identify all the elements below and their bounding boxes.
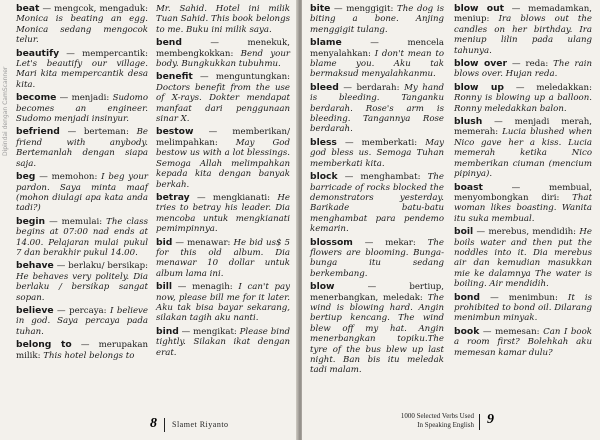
entry-definition: — berteman: xyxy=(59,127,137,138)
entry-headword: blow xyxy=(310,281,335,293)
entry-definition: — mengkianati: xyxy=(189,192,278,203)
dictionary-entry xyxy=(156,72,290,124)
entry-definition: — mencela menyalahkan: xyxy=(310,38,444,59)
entry-headword: believe xyxy=(16,304,54,316)
right-page-column-1 xyxy=(310,4,444,379)
entry-headword: bond xyxy=(454,291,481,303)
entry-definition: — memesan: xyxy=(479,326,544,337)
entry-headword: blossom xyxy=(310,236,353,248)
dictionary-entry xyxy=(16,261,148,303)
dictionary-entry xyxy=(156,282,290,324)
entry-example: Ronny is blowing up a balloon. Ronny meledakkan balon. xyxy=(454,93,592,114)
entry-definition: — memberkati: xyxy=(336,137,426,148)
running-footer-title-line-2: In Speaking English xyxy=(417,421,474,429)
dictionary-entry xyxy=(310,138,444,169)
entry-headword: begin xyxy=(16,215,46,227)
entry-definition: — menagih: xyxy=(172,282,239,293)
dictionary-entry xyxy=(454,183,592,225)
dictionary-entry xyxy=(454,83,592,114)
entry-definition: — merebus, mendidih: xyxy=(473,227,580,238)
running-footer-title-line-1: 1000 Selected Verbs Used xyxy=(400,412,474,420)
entry-example: It is prohibited to bond oil. Dilarang menimbun minyak. xyxy=(454,292,592,324)
entry-example: Lucia blushed when Nico gave her a kiss. Lucia memerah ketika Nico memberikan ciuman (mencium pipinya). xyxy=(454,127,592,180)
entry-headword: benefit xyxy=(156,71,193,83)
scanner-watermark: Dipindai dengan CamScanner xyxy=(2,66,9,156)
entry-definition: — membual, menyombongkan diri: xyxy=(454,182,592,203)
footer-divider xyxy=(164,418,165,432)
entry-definition: — memohon: xyxy=(35,172,102,183)
entry-definition: — menekuk, membengkokkan: xyxy=(156,38,290,59)
entry-definition: — meledakkan: xyxy=(503,82,592,93)
entry-headword: beat xyxy=(16,3,40,14)
entry-example: Mr. Sahid. Hotel ini milik Tuan Sahid. This book belongs to me. Buku ini milik saya. xyxy=(156,4,290,35)
footer-divider xyxy=(479,414,480,430)
dictionary-entry xyxy=(156,4,290,35)
entry-example: That woman likes boasting. Wanita itu suka membual. xyxy=(454,192,592,224)
entry-example: Doctors benefit from the use of X-rays. Dokter mendapat manfaat dari penggunaan sinar X. xyxy=(156,82,290,125)
entry-definition: — reda: xyxy=(507,59,554,70)
right-page xyxy=(302,0,600,440)
page-number: 8 xyxy=(150,416,157,431)
entry-definition: — memberikan/ melimpahkan: xyxy=(156,127,290,148)
entry-definition: — merupakan milik: xyxy=(16,340,148,361)
dictionary-entry xyxy=(454,4,592,56)
entry-example: I don't mean to blame you. Aku tak bermaksud menyalahkanmu. xyxy=(310,48,444,80)
entry-example: Ira blows out the candles on her birthday. Ira meniup lilin pada ulang tahunya. xyxy=(454,14,592,56)
entry-example: The wind is blowing hard. Angin bertiup kencang. The wind blew off my hat. Angin menerbangkan topiku.The tyre of the bus blew up last night. Ban bis itu meledak tadi malam. xyxy=(310,292,444,376)
dictionary-entry xyxy=(16,217,148,259)
entry-example: The rain blows over. Hujan reda. xyxy=(454,59,592,80)
entry-definition: — bertiup, menerbangkan, meledak: xyxy=(310,282,444,303)
entry-headword: blame xyxy=(310,37,342,49)
entry-headword: bind xyxy=(156,325,179,337)
entry-definition: — menggigit: xyxy=(330,4,398,14)
entry-example: Can I book a room first? Bolehkah aku memesan kamar dulu? xyxy=(454,326,592,358)
dictionary-entry xyxy=(454,59,592,80)
entry-definition: — menjadi: xyxy=(56,93,113,104)
left-page-column-1 xyxy=(16,4,148,364)
entry-headword: boast xyxy=(454,181,483,193)
entry-example: The flowers are blooming. Bunga-bunga itu sedang berkembang. xyxy=(310,237,444,279)
dictionary-entry xyxy=(156,238,290,280)
entry-headword: bill xyxy=(156,281,173,293)
entry-definition: — memulai: xyxy=(45,216,107,227)
entry-headword: boil xyxy=(454,226,474,238)
entry-definition: — menimbun: xyxy=(480,292,568,303)
entry-headword: blow over xyxy=(454,58,508,70)
entry-headword: bend xyxy=(156,37,182,49)
entry-example: I believe in god. Saya percaya pada tuhan. xyxy=(16,305,148,337)
right-page-column-2 xyxy=(454,4,592,361)
dictionary-entry xyxy=(454,227,592,289)
dictionary-entry xyxy=(156,127,290,189)
dictionary-entry xyxy=(16,4,148,46)
entry-definition: — menghambat: xyxy=(337,172,428,183)
entry-example: My hand is bleeding. Tanganku berdarah. Rose's arm is bleeding. Tangannya Rose berdarah. xyxy=(310,82,444,135)
entry-definition: — memadamkan, meniup: xyxy=(454,4,592,25)
dictionary-entry xyxy=(16,49,148,91)
entry-definition: — menjadi merah, memerah: xyxy=(454,117,592,138)
dictionary-entry xyxy=(156,327,290,358)
entry-example: The dog is biting a bone. Anjing menggigit tulang. xyxy=(310,4,444,35)
entry-example: He boils water and then put the noddles into it. Dia merebus air dan kemudian masukkan mie ke dalamnya The water is boiling. Air mendidih. xyxy=(454,227,592,290)
entry-example: Be friend with anybody. Bertemanlah dengan siapa saja. xyxy=(16,127,148,169)
entry-definition: — mengikat: xyxy=(178,326,240,337)
entry-headword: book xyxy=(454,325,480,337)
dictionary-entry xyxy=(454,117,592,179)
entry-example: He behaves very politely. Dia berlaku / bersikap sangat sopan. xyxy=(16,271,148,303)
page-number: 9 xyxy=(487,412,494,427)
entry-definition: — percaya: xyxy=(53,305,111,316)
dictionary-entry xyxy=(16,306,148,337)
entry-headword: belong to xyxy=(16,339,72,351)
entry-definition: — berlaku/ bersikap: xyxy=(53,261,148,272)
entry-headword: block xyxy=(310,171,338,183)
entry-headword: behave xyxy=(16,260,54,272)
entry-headword: bless xyxy=(310,136,337,148)
entry-example: Please bind tightly. Silakan ikat dengan erat. xyxy=(156,326,290,358)
entry-headword: bid xyxy=(156,236,173,248)
entry-headword: blow up xyxy=(454,81,504,93)
left-page-column-2 xyxy=(156,4,290,361)
entry-example: I can't pay now, please bill me for it later. Aku tak bisa bayar sekarang, silakan tagih aku nanti. xyxy=(156,282,290,324)
dictionary-entry xyxy=(16,127,148,169)
entry-definition: — mengcok, mengaduk: xyxy=(39,4,148,14)
running-footer-author: Slamet Riyanto xyxy=(172,420,229,429)
entry-example: This hotel belongs to xyxy=(43,350,135,361)
dictionary-entry xyxy=(16,93,148,124)
entry-example: May god bless us. Semoga Tuhan memberkati kita. xyxy=(310,137,444,169)
entry-headword: bleed xyxy=(310,81,339,93)
dictionary-entry xyxy=(454,293,592,324)
entry-headword: bite xyxy=(310,3,331,14)
dictionary-entry xyxy=(16,172,148,214)
entry-definition: — menawar: xyxy=(172,237,234,248)
entry-headword: bestow xyxy=(156,126,194,138)
entry-definition: — mempercantik: xyxy=(59,48,148,59)
dictionary-entry xyxy=(156,193,290,235)
entry-definition: — mekar: xyxy=(352,237,428,248)
entry-definition: — berdarah: xyxy=(338,82,405,93)
entry-headword: betray xyxy=(156,191,190,203)
entry-headword: blow out xyxy=(454,3,504,14)
entry-example: Monica is beating an egg. Monica sedang mengocok telur. xyxy=(16,14,148,46)
left-page-footer xyxy=(150,416,296,434)
dictionary-entry xyxy=(310,83,444,135)
entry-headword: blush xyxy=(454,116,483,128)
dictionary-entry xyxy=(16,340,148,361)
entry-example: Bend your body. Bungkukkan tubuhmu. xyxy=(156,48,290,70)
dictionary-entry xyxy=(310,172,444,234)
dictionary-entry xyxy=(310,38,444,80)
entry-example: I beg your pardon. Saya minta maaf (mohon diulagi apa kata anda tadi?) xyxy=(16,172,148,214)
entry-headword: beg xyxy=(16,171,36,183)
entry-example: Let's beautify our village. Mari kita mempercantik desa kita. xyxy=(16,59,148,90)
entry-example: The class begins at 07:00 nad ends at 14.00. Pelajaran mulai pukul 7 dan berakhir pukul 14.00. xyxy=(16,216,148,258)
dictionary-entry xyxy=(310,282,444,376)
entry-headword: befriend xyxy=(16,126,60,138)
dictionary-entry xyxy=(156,38,290,69)
right-page-footer xyxy=(354,412,494,436)
entry-example: The barricade of rocks blocked the demonstrators yesterday. Barikade batu-batu menghambat para pendemo kemarin. xyxy=(310,172,444,235)
entry-headword: beautify xyxy=(16,47,60,59)
entry-example: May God bestow us with a lot blessings. Semoga Allah melimpahkan kepada kita dengan banyak berkah. xyxy=(156,137,290,190)
entry-example: He bid us$ 5 for this old album. Dia menawar 10 dollar untuk album lama ini. xyxy=(156,237,291,279)
left-page xyxy=(0,0,298,440)
dictionary-entry xyxy=(310,238,444,280)
entry-example: He tries to betray his leader. Dia mencoba untuk mengkianati pemimpinnya. xyxy=(156,192,290,235)
dictionary-entry xyxy=(454,327,592,358)
dictionary-entry xyxy=(310,4,444,35)
entry-headword: become xyxy=(16,92,57,104)
entry-example: Sudomo becomes an engineer. Sudomo menjadi insinyur. xyxy=(16,93,148,125)
entry-definition: — menguntungkan: xyxy=(192,72,290,83)
